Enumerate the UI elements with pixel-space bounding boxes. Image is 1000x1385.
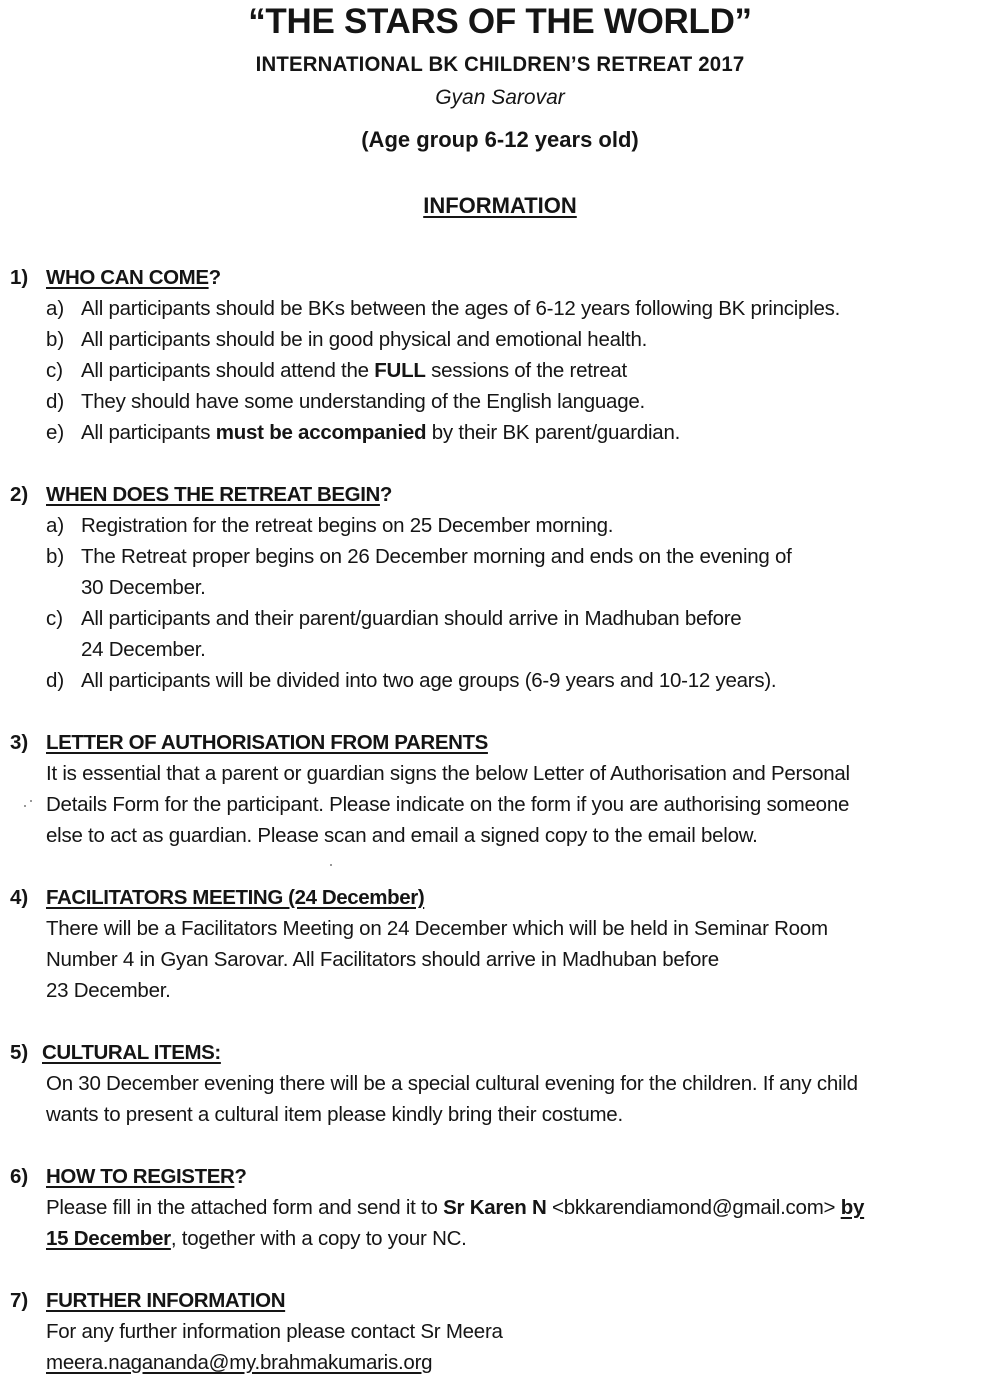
contact-email-link[interactable]: meera.nagananda@my.brahmakumaris.org [46, 1351, 433, 1374]
section-heading: CULTURAL ITEMS: [42, 1041, 221, 1064]
list-item: Registration for the retreat begins on 25 December morning. [81, 514, 614, 537]
list-letter: d) [46, 390, 65, 413]
list-item: All participants should be BKs between the ages of 6-12 years following BK principles. [81, 297, 841, 320]
list-item-continuation: 24 December. [81, 638, 206, 661]
list-item-continuation: 30 December. [81, 576, 206, 599]
list-letter: a) [46, 514, 65, 537]
section-number: 1) [10, 266, 29, 289]
section-number: 5) [10, 1041, 29, 1064]
scan-speck [330, 864, 332, 866]
contact-name: Sr Karen N [443, 1196, 547, 1219]
section-number: 6) [10, 1165, 29, 1188]
section-heading: LETTER OF AUTHORISATION FROM PARENTS [46, 731, 488, 754]
paragraph-line: There will be a Facilitators Meeting on 24 December which will be held in Seminar Room [46, 917, 828, 940]
paragraph-line: It is essential that a parent or guardian signs the below Letter of Authorisation and Personal [46, 762, 850, 785]
paragraph-line: 23 December. [46, 979, 171, 1002]
paragraph-line: wants to present a cultural item please kindly bring their costume. [46, 1103, 623, 1126]
venue: Gyan Sarovar [435, 86, 565, 109]
section-number: 2) [10, 483, 29, 506]
list-letter: e) [46, 421, 65, 444]
list-item: All participants must be accompanied by their BK parent/guardian. [81, 421, 681, 444]
document-subtitle: INTERNATIONAL BK CHILDREN’S RETREAT 2017 [255, 53, 745, 76]
paragraph-line: Details Form for the participant. Please indicate on the form if you are authorising someone [46, 793, 850, 816]
section-heading: WHEN DOES THE RETREAT BEGIN? [46, 483, 393, 506]
scan-speck [30, 800, 32, 802]
section-title: INFORMATION [423, 193, 577, 218]
deadline: 15 December [46, 1227, 171, 1250]
section-number: 4) [10, 886, 29, 909]
list-letter: d) [46, 669, 65, 692]
contact-email: <bkkarendiamond@gmail.com> [546, 1196, 841, 1219]
list-letter: b) [46, 328, 65, 351]
scan-speck [24, 805, 26, 807]
list-letter: a) [46, 297, 65, 320]
paragraph-line: Number 4 in Gyan Sarovar. All Facilitators should arrive in Madhuban before [46, 948, 719, 971]
paragraph-line: 15 December, together with a copy to your NC. [46, 1227, 467, 1250]
document-title: “THE STARS OF THE WORLD” [248, 2, 752, 41]
paragraph-line: For any further information please contact Sr Meera [46, 1320, 503, 1343]
list-letter: b) [46, 545, 65, 568]
section-number: 7) [10, 1289, 29, 1312]
list-letter: c) [46, 607, 64, 630]
list-letter: c) [46, 359, 64, 382]
paragraph-line: On 30 December evening there will be a special cultural evening for the children. If any child [46, 1072, 858, 1095]
list-item: All participants should attend the FULL sessions of the retreat [81, 359, 628, 382]
paragraph-line: else to act as guardian. Please scan and email a signed copy to the email below. [46, 824, 758, 847]
section-heading: WHO CAN COME? [46, 266, 221, 289]
section-number: 3) [10, 731, 29, 754]
section-heading: FACILITATORS MEETING (24 December) [46, 886, 425, 909]
list-item: They should have some understanding of the English language. [81, 390, 645, 413]
list-item: The Retreat proper begins on 26 December morning and ends on the evening of [81, 545, 792, 568]
list-item: All participants should be in good physical and emotional health. [81, 328, 648, 351]
age-group: (Age group 6-12 years old) [361, 127, 639, 152]
section-heading: FURTHER INFORMATION [46, 1289, 286, 1312]
section-heading: HOW TO REGISTER? [46, 1165, 247, 1188]
list-item: All participants and their parent/guardian should arrive in Madhuban before [81, 607, 742, 630]
list-item: All participants will be divided into two age groups (6-9 years and 10-12 years). [81, 669, 777, 692]
paragraph-line: Please fill in the attached form and send it to Sr Karen N <bkkarendiamond@gmail.com> by [46, 1196, 865, 1219]
